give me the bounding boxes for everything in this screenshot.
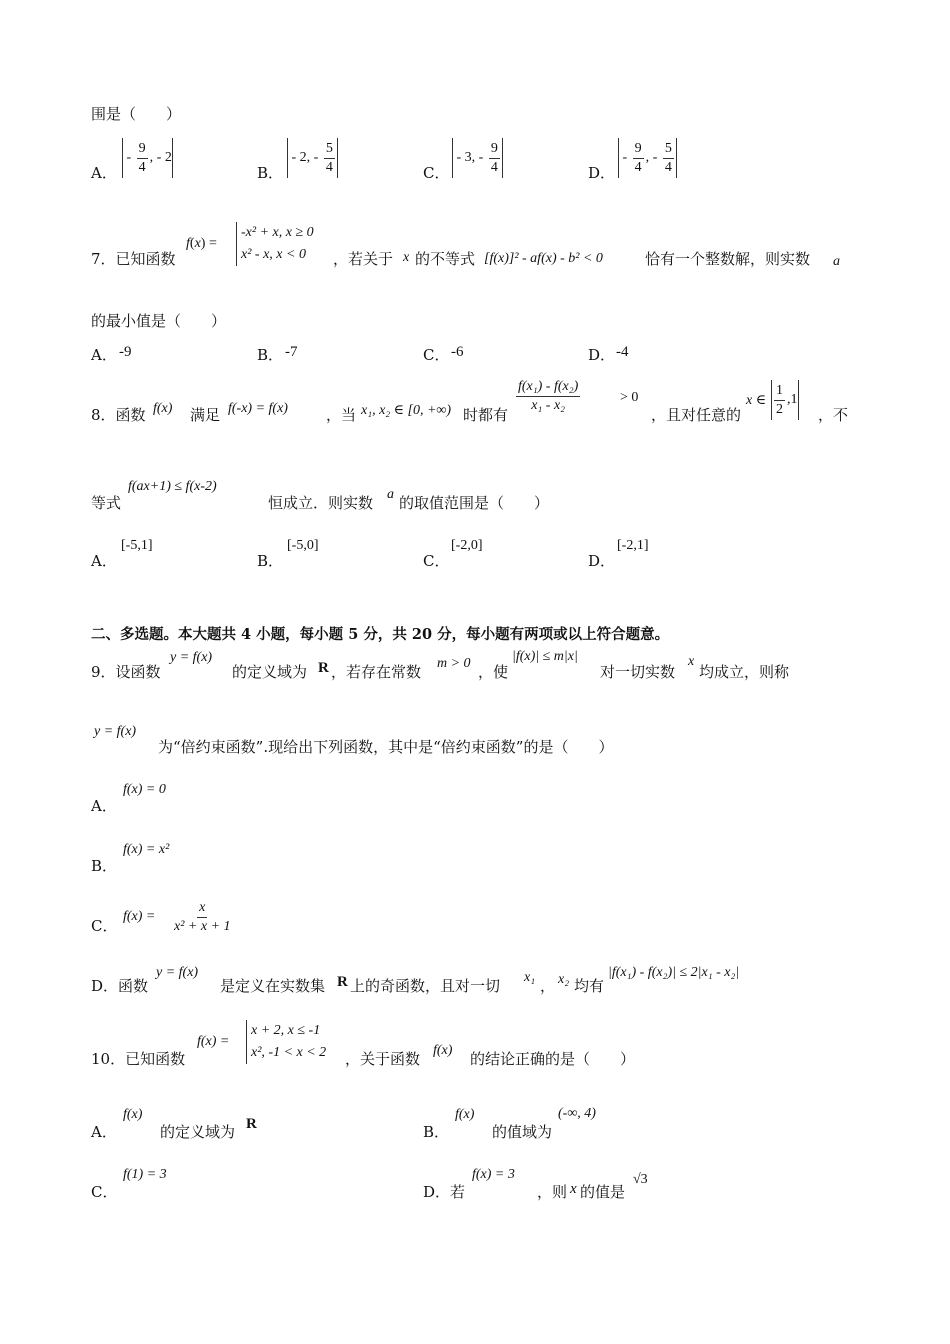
q10-option-b-text: 的值域为 bbox=[492, 1123, 553, 1141]
q10-text-1: ，关于函数 bbox=[345, 1050, 421, 1068]
q9-option-d-text-3: 均有 bbox=[574, 977, 605, 995]
q8-option-d-value: [-2,1] bbox=[617, 538, 649, 553]
q8-fx: f(x) bbox=[153, 401, 173, 416]
q7-var-a: a bbox=[833, 254, 840, 269]
q7-inequality: [f(x)]² - af(x) - b² < 0 bbox=[484, 251, 603, 266]
q10-piece-1: x + 2, x ≤ -1 bbox=[251, 1023, 321, 1038]
q8-text-3: 时都有 bbox=[463, 406, 509, 424]
q8-option-d-label: D． bbox=[588, 552, 616, 570]
q8-one: ,1 bbox=[787, 392, 798, 408]
q7-option-c-label: C． bbox=[423, 346, 450, 364]
q8-half-num: 1 bbox=[774, 382, 785, 401]
q10-option-d-text2: 的值是 bbox=[580, 1183, 626, 1201]
q7-option-d-label: D． bbox=[588, 346, 616, 364]
q9-option-c-label: C． bbox=[91, 917, 118, 935]
q8-symmetry: f(-x) = f(x) bbox=[228, 401, 288, 416]
q10-piece-2: x², -1 < x < 2 bbox=[251, 1045, 327, 1060]
q8-option-a-value: [-5,1] bbox=[121, 538, 153, 553]
q8-var-a: a bbox=[387, 487, 394, 502]
q10-option-a-fx: f(x) bbox=[123, 1107, 143, 1122]
q9-condition: |f(x)| ≤ m|x| bbox=[512, 649, 578, 664]
q9-option-d-comma: ， bbox=[540, 977, 556, 995]
q9-option-c-num: x bbox=[197, 899, 207, 918]
q10-option-a-text: 的定义域为 bbox=[160, 1123, 236, 1141]
q7-option-d-value: -4 bbox=[616, 344, 629, 360]
q7-option-a-label: A． bbox=[91, 346, 117, 364]
q6-option-a-label: A． bbox=[91, 164, 117, 182]
q8-line2a: 等式 bbox=[91, 494, 122, 512]
q9-option-d-x2: x₂ bbox=[558, 972, 570, 987]
q8-xin: x ∈ bbox=[746, 393, 767, 408]
q10-number: 10．已知函数 bbox=[91, 1050, 186, 1068]
q9-R: R bbox=[318, 660, 329, 676]
q10-option-d-label: D．若 bbox=[423, 1183, 466, 1201]
q9-option-d-yfx: y = f(x) bbox=[156, 965, 199, 980]
q7-function-lhs: f(x) = bbox=[186, 236, 217, 251]
q10-option-b-range: (-∞, 4) bbox=[558, 1106, 596, 1121]
q9-line2: 为“倍约束函数”.现给出下列函数，其中是“倍约束函数”的是（ ） bbox=[158, 738, 614, 756]
q9-option-d-text-2: 上的奇函数，且对一切 bbox=[350, 977, 501, 995]
q9-var-x: x bbox=[688, 654, 695, 669]
q7-piece-1: -x² + x, x ≥ 0 bbox=[241, 225, 314, 240]
q9-yfx: y = f(x) bbox=[170, 650, 213, 665]
q8-interval bbox=[771, 380, 799, 420]
q6-option-c-label: C． bbox=[423, 164, 450, 182]
q6-tail: 围是（ ） bbox=[91, 105, 182, 123]
q8-option-b-label: B． bbox=[257, 552, 284, 570]
q10-option-d-x: x bbox=[570, 1181, 577, 1197]
q9-option-c-den: x² + x + 1 bbox=[174, 919, 231, 934]
q6-option-b-value: - 2, - $\frac{5}{4}$ bbox=[287, 138, 338, 178]
q8-option-c-label: C． bbox=[423, 552, 450, 570]
q9-option-d-inequality: |f(x₁) - f(x₂)| ≤ 2|x₁ - x₂| bbox=[608, 965, 740, 980]
q6-option-d-value: - $\frac{9}{4}$ , - $\frac{5}{4}$ bbox=[618, 138, 677, 178]
q9-text-1: 的定义域为 bbox=[232, 663, 308, 681]
q7-text-mid3: 恰有一个整数解，则实数 bbox=[645, 250, 811, 268]
q7-number: 7．已知函数 bbox=[91, 250, 176, 268]
q9-option-a-label: A． bbox=[91, 797, 117, 815]
q8-number: 8．函数 bbox=[91, 406, 146, 424]
q9-option-b-value: f(x) = x² bbox=[123, 842, 170, 857]
q9-number: 9．设函数 bbox=[91, 663, 161, 681]
q8-fraction-denominator: x₁ - x₂ bbox=[531, 398, 566, 413]
q9-line2-yfx: y = f(x) bbox=[94, 724, 137, 739]
q6-option-d-label: D． bbox=[588, 164, 616, 182]
q9-option-c-fraction bbox=[170, 899, 235, 936]
q8-inequality: f(ax+1) ≤ f(x-2) bbox=[128, 479, 217, 494]
q8-text-2: ，当 bbox=[326, 406, 357, 424]
q7-option-a-value: -9 bbox=[119, 344, 132, 360]
q8-fraction-numerator: f(x₁) - f(x₂) bbox=[516, 378, 580, 397]
q9-option-a-value: f(x) = 0 bbox=[123, 782, 166, 797]
q10-option-c-value: f(1) = 3 bbox=[123, 1167, 167, 1182]
q8-option-c-value: [-2,0] bbox=[451, 538, 483, 553]
q8-option-b-value: [-5,0] bbox=[287, 538, 319, 553]
q6-option-a-value: - $\frac{9}{4}$ , - 2 bbox=[122, 138, 173, 178]
q8-text-4: ，且对任意的 bbox=[651, 406, 742, 424]
q8-domain: x₁, x₂ ∈ [0, +∞) bbox=[361, 403, 452, 418]
q6-option-b-label: B． bbox=[257, 164, 284, 182]
q7-text-mid2: 的不等式 bbox=[415, 250, 476, 268]
q9-option-b-label: B． bbox=[91, 857, 118, 875]
q10-option-c-label: C． bbox=[91, 1183, 118, 1201]
q10-fx2: f(x) bbox=[433, 1043, 453, 1058]
q9-m: m > 0 bbox=[437, 656, 471, 671]
q9-option-d-x1: x₁ bbox=[524, 970, 536, 985]
q9-option-d-label: D．函数 bbox=[91, 977, 149, 995]
q9-option-d-text-1: 是定义在实数集 bbox=[220, 977, 326, 995]
q10-fx: f(x) = bbox=[197, 1034, 230, 1049]
q7-var-x: x bbox=[403, 250, 410, 265]
q6-option-c-value: - 3, - $\frac{9}{4}$ bbox=[452, 138, 503, 178]
q10-option-a-R: R bbox=[246, 1116, 257, 1132]
section-2-heading: 二、多选题。本大题共 4 小题，每小题 5 分，共 20 分，每小题有两项或以上符合题意。 bbox=[91, 626, 670, 643]
q7-option-b-label: B． bbox=[257, 346, 284, 364]
q10-option-d-text: ，则 bbox=[537, 1183, 568, 1201]
q8-half-den: 2 bbox=[776, 401, 783, 417]
q8-line2c: 的取值范围是（ ） bbox=[399, 494, 550, 512]
q8-gt: > 0 bbox=[620, 390, 639, 405]
q10-option-d-value: √3 bbox=[633, 1172, 648, 1187]
q7-text-mid: ，若关于 bbox=[333, 250, 394, 268]
q7-option-b-value: -7 bbox=[285, 344, 298, 360]
q8-line2b: 恒成立．则实数 bbox=[268, 494, 374, 512]
q9-text-5: 均成立，则称 bbox=[699, 663, 790, 681]
q8-text-5: ，不 bbox=[818, 406, 849, 424]
q8-option-a-label: A． bbox=[91, 552, 117, 570]
q10-option-d-eq: f(x) = 3 bbox=[472, 1167, 515, 1182]
q7-option-c-value: -6 bbox=[451, 344, 464, 360]
q9-option-d-R: R bbox=[337, 974, 348, 990]
q7-line2: 的最小值是（ ） bbox=[91, 312, 227, 330]
q10-text-2: 的结论正确的是（ ） bbox=[470, 1050, 636, 1068]
q9-text-3: ，使 bbox=[478, 663, 509, 681]
q9-text-4: 对一切实数 bbox=[600, 663, 676, 681]
q10-option-b-label: B． bbox=[423, 1123, 450, 1141]
q10-option-a-label: A． bbox=[91, 1123, 117, 1141]
q8-text-1: 满足 bbox=[190, 406, 221, 424]
q7-piece-2: x² - x, x < 0 bbox=[241, 247, 306, 262]
q8-fraction bbox=[514, 378, 582, 415]
q10-option-b-fx: f(x) bbox=[455, 1107, 475, 1122]
q9-option-c-lhs: f(x) = bbox=[123, 909, 156, 924]
q9-text-2: ，若存在常数 bbox=[331, 663, 422, 681]
q10-piecewise bbox=[246, 1020, 326, 1064]
q7-piecewise bbox=[236, 222, 314, 266]
